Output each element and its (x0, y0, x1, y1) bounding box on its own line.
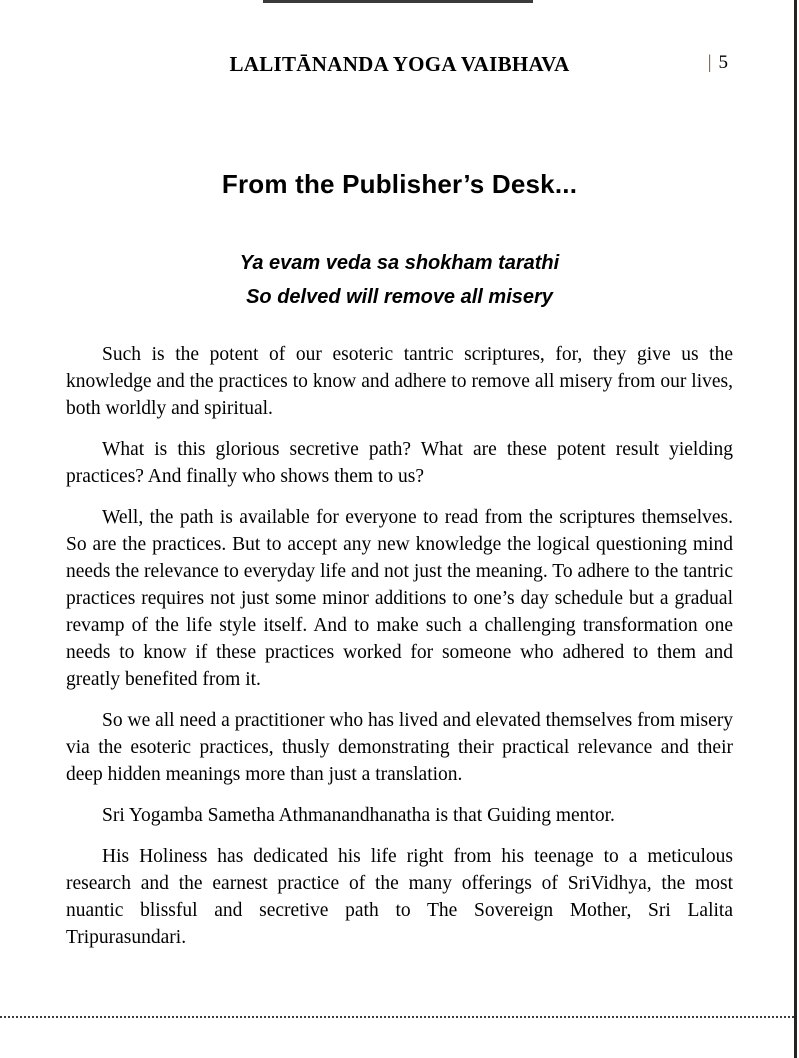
page-number-value: 5 (718, 52, 728, 73)
right-scan-edge-line (794, 0, 797, 1058)
page-number (708, 52, 728, 74)
quote-line-1: Ya evam veda sa shokham tarathi (239, 252, 560, 274)
epigraph-quote (0, 246, 799, 314)
paragraph: His Holiness has dedicated his life right from his teenage to a meticulous research and the earnest practice of the many offerings of SriVidhya, the most nuantic blissful and secretive path to The Sovereign Mother, Sri Lalita Tripurasundari. (66, 846, 733, 948)
paragraph: Such is the potent of our esoteric tantric scriptures, for, they give us the knowledge and the practices to know and adhere to remove all misery from our lives, both worldly and spiritual. (66, 344, 733, 419)
footer-dotted-rule (0, 1016, 794, 1018)
paragraph: Sri Yogamba Sametha Athmanandhanatha is that Guiding mentor. (102, 805, 615, 826)
paragraph: So we all need a practitioner who has lived and elevated themselves from misery via the esoteric practices, thusly demonstrating their practical relevance and their deep hidden meanings more than just a translation. (66, 710, 733, 785)
running-header-title: LALITĀNANDA YOGA VAIBHAVA (229, 52, 570, 76)
body-text (66, 341, 733, 965)
paragraph: Well, the path is available for everyone to read from the scriptures themselves. So are the practices. But to accept any new knowledge the logical questioning mind needs the relevance to everyday life and not just the meaning. To adhere to the tantric practices requires not just some minor additions to one’s day schedule but a gradual revamp of the life style itself. And to make such a challenging transformation one needs to know if these practices worked for someone who adhered to them and greatly benefited from it. (66, 507, 733, 690)
section-title: From the Publisher’s Desk... (221, 169, 578, 200)
top-scan-edge-bar (263, 0, 533, 3)
page-number-separator: | (707, 52, 712, 73)
running-header (66, 52, 733, 82)
quote-line-2: So delved will remove all misery (246, 286, 553, 308)
paragraph: What is this glorious secretive path? What are these potent result yielding practices? And finally who shows them to us? (66, 439, 733, 487)
